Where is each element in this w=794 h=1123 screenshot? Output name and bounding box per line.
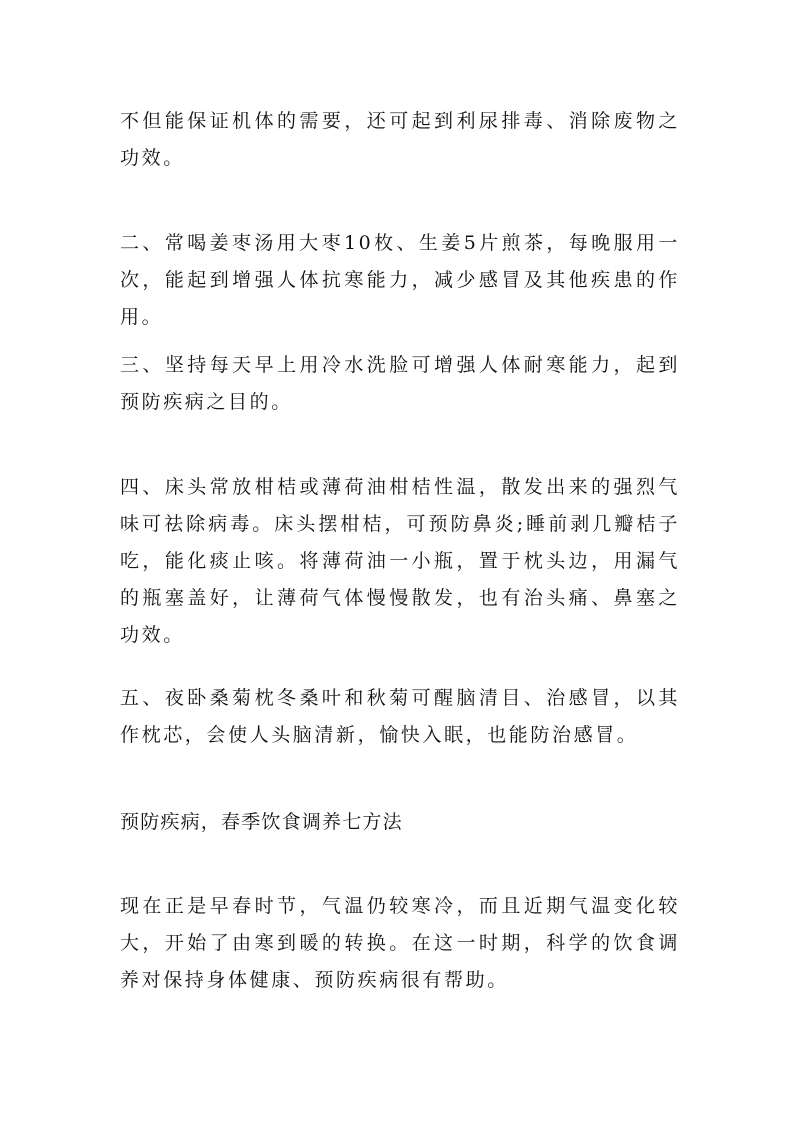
paragraph-cold-water-wash: 三、坚持每天早上用冷水洗脸可增强人体耐寒能力，起到预防疾病之目的。 bbox=[120, 354, 680, 413]
paragraph-intro: 现在正是早春时节，气温仍较寒冷，而且近期气温变化较大，开始了由寒到暖的转换。在这一时期，科学的饮食调养对保持身体健康、预防疾病很有帮助。 bbox=[120, 895, 680, 991]
section-title: 预防疾病，春季饮食调养七方法 bbox=[120, 811, 403, 833]
paragraph-mulberry-chrysanthemum-pillow: 五、夜卧桑菊枕冬桑叶和秋菊可醒脑清目、治感冒，以其作枕芯，会使人头脑清新，愉快入眠，也能防治感冒。 bbox=[120, 687, 680, 746]
paragraph-ginger-jujube-soup: 二、常喝姜枣汤用大枣10枚、生姜5片煎茶，每晚服用一次，能起到增强人体抗寒能力，减少感冒及其他疾患的作用。 bbox=[120, 232, 680, 328]
paragraph-citrus-mint-oil: 四、床头常放柑桔或薄荷油柑桔性温，散发出来的强烈气味可祛除病毒。床头摆柑桔，可预防鼻炎;睡前剥几瓣桔子吃，能化痰止咳。将薄荷油一小瓶，置于枕头边，用漏气的瓶塞盖好，让薄荷气体慢慢散发，也有治头痛、鼻塞之功效。 bbox=[120, 476, 680, 646]
paragraph-continuation: 不但能保证机体的需要，还可起到利尿排毒、消除废物之功效。 bbox=[120, 110, 680, 169]
